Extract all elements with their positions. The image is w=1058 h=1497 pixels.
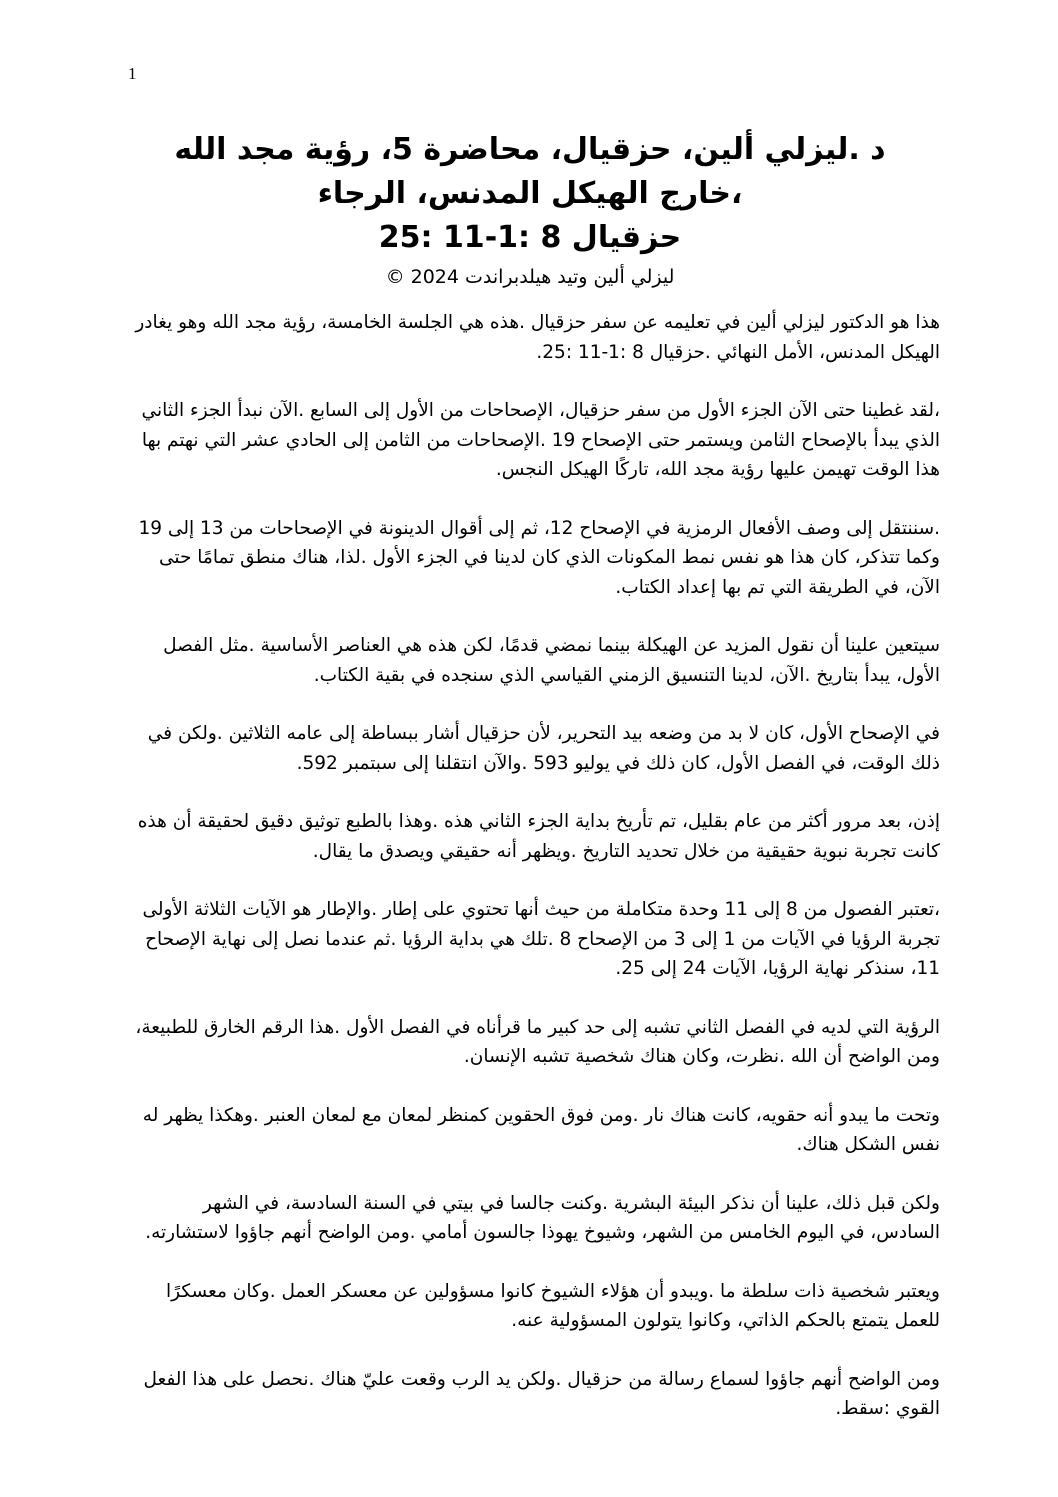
copyright-line: ليزلي ألين وتيد هيلدبراندت 2024 ©	[385, 266, 675, 288]
paragraph: ويعتبر شخصية ذات سلطة ما .ويبدو أن هؤلاء الشيوخ كانوا مسؤولين عن معسكر العمل .وكان معسكرًا للعمل يتمتع بالحكم الذاتي، وكانوا يتولون المسؤولية عنه.	[165, 1280, 940, 1331]
page-number: 1	[128, 64, 137, 83]
paragraph: .سننتقل إلى وصف الأفعال الرمزية في الإصحاح 12، ثم إلى أقوال الدينونة في الإصحاحات من 13 إلى 19 وكما تتذكر، كان هذا هو نفس نمط المكونات الذي كان لدينا في الجزء الأول .لذا، هناك منطق تمامًا حتى الآن، في الطريقة التي تم بها إعداد الكتاب.	[138, 517, 940, 598]
paragraph: في الإصحاح الأول، كان لا بد من وضعه بيد التحرير، لأن حزقيال أشار ببساطة إلى عامه الثلاثين .ولكن في ذلك الوقت، في الفصل الأول، كان ذلك في يوليو 593 .والآن انتقلنا إلى سبتمبر 592.	[147, 723, 940, 774]
paragraph: ولكن قبل ذلك، علينا أن نذكر البيئة البشرية .وكنت جالسا في بيتي في السنة السادسة، في الشهر السادس، في اليوم الخامس من الشهر، وشيوخ يهوذا جالسون أمامي .ومن الواضح أنهم جاؤوا لاستشارته.	[145, 1192, 940, 1243]
paragraph: ،لقد غطينا حتى الآن الجزء الأول من سفر حزقيال، الإصحاحات من الأول إلى السابع .الآن نبدأ الجزء الثاني الذي يبدأ بالإصحاح الثامن ويستمر حتى الإصحاح 19 .الإصحاحات من الثامن إلى الحادي عشر التي نهتم بها هذا الوقت تهيمن عليها رؤية مجد الله، تاركًا الهيكل النجس.	[141, 400, 940, 480]
paragraph: هذا هو الدكتور ليزلي ألين في تعليمه عن سفر حزقيال .هذه هي الجلسة الخامسة، رؤية مجد الله وهو يغادر الهيكل المدنس، الأمل النهائي .حزقيال 8 :1-11 :25.	[135, 312, 940, 363]
paragraph: ومن الواضح أنهم جاؤوا لسماع رسالة من حزقيال .ولكن يد الرب وقعت عليّ هناك .نحصل على هذا الفعل القوي :سقط.	[143, 1368, 940, 1419]
body-text	[134, 308, 940, 1453]
paragraph: وتحت ما يبدو أنه حقويه، كانت هناك نار .ومن فوق الحقوين كمنظر لمعان مع لمعان العنبر .وهكذا يظهر له نفس الشكل هناك.	[142, 1104, 940, 1155]
paragraph: ،تعتبر الفصول من 8 إلى 11 وحدة متكاملة من حيث أنها تحتوي على إطار .والإطار هو الآيات الثلاثة الأولى تجربة الرؤيا في الآيات من 1 إلى 3 من الإصحاح 8 .تلك هي بداية الرؤيا .ثم عندما نصل إلى نهاية الإصحاح 11، سنذكر نهاية الرؤيا، الآيات 24 إلى 25.	[142, 899, 940, 979]
title-line-1: د .ليزلي ألين، حزقيال، محاضرة 5، رؤية مجد الله	[174, 132, 886, 167]
title-block	[120, 128, 940, 292]
title-line-3: حزقيال 8 :1-11 :25	[378, 220, 682, 255]
title-line-2: ،خارج الهيكل المدنس، الرجاء	[317, 176, 743, 211]
paragraph: سيتعين علينا أن نقول المزيد عن الهيكلة بينما نمضي قدمًا، لكن هذه هي العناصر الأساسية .مثل الفصل الأول، يبدأ بتاريخ .الآن، لدينا التنسيق الزمني القياسي الذي سنجده في بقية الكتاب.	[163, 635, 940, 686]
paragraph: الرؤية التي لديه في الفصل الثاني تشبه إلى حد كبير ما قرأناه في الفصل الأول .هذا الرقم الخارق للطبيعة، ومن الواضح أن الله .نظرت، وكان هناك شخصية تشبه الإنسان.	[135, 1016, 940, 1067]
paragraph: إذن، بعد مرور أكثر من عام بقليل، تم تأريخ بداية الجزء الثاني هذه .وهذا بالطبع توثيق دقيق لحقيقة أن هذه كانت تجربة نبوية حقيقية من خلال تحديد التاريخ .ويظهر أنه حقيقي ويصدق ما يقال.	[137, 811, 940, 862]
